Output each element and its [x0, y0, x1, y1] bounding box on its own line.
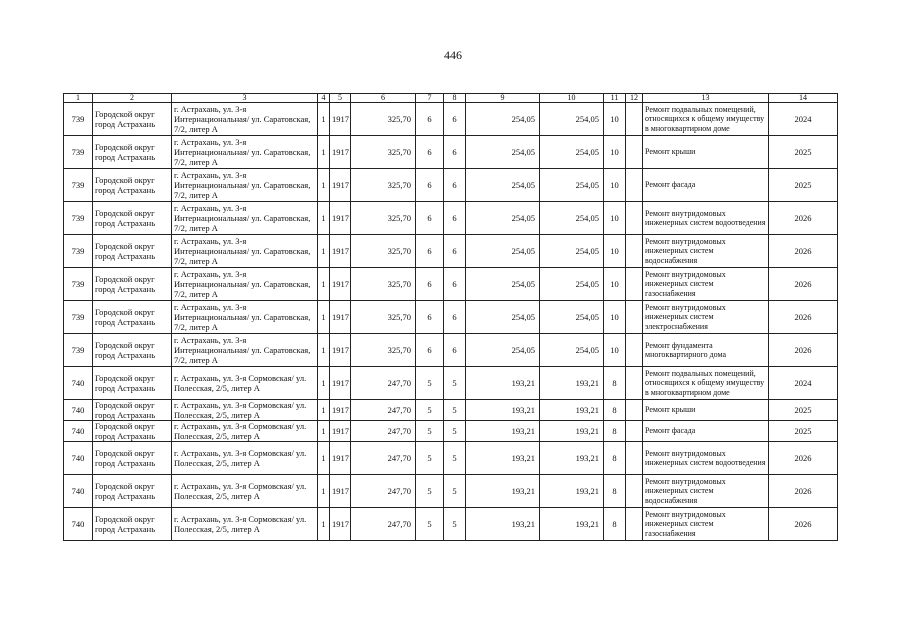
row-number-cell: 739 — [64, 136, 93, 169]
col11-cell: 10 — [604, 202, 626, 235]
year-cell: 1917 — [330, 442, 351, 475]
total-area-cell: 247,70 — [351, 475, 416, 508]
area-b-cell: 193,21 — [540, 400, 604, 421]
total-area-cell: 325,70 — [351, 169, 416, 202]
row-number-cell: 739 — [64, 334, 93, 367]
area-b-cell: 254,05 — [540, 334, 604, 367]
address-cell: г. Астрахань, ул. 3-я Сормовская/ ул. Полесская, 2/5, литер А — [172, 508, 318, 541]
col4-cell: 1 — [318, 442, 330, 475]
table-row — [64, 268, 838, 301]
address-cell: г. Астрахань, ул. 3-я Интернациональная/ ул. Саратовская, 7/2, литер А — [172, 235, 318, 268]
col7-cell: 6 — [416, 169, 444, 202]
address-cell: г. Астрахань, ул. 3-я Интернациональная/ ул. Саратовская, 7/2, литер А — [172, 334, 318, 367]
municipality-cell: Городской округ город Астрахань — [93, 475, 172, 508]
col7-cell: 5 — [416, 508, 444, 541]
table-row — [64, 202, 838, 235]
row-number-cell: 739 — [64, 169, 93, 202]
table-row — [64, 103, 838, 136]
row-number-cell: 739 — [64, 301, 93, 334]
col12-cell — [626, 475, 643, 508]
work-type-cell: Ремонт крыши — [643, 400, 769, 421]
col12-cell — [626, 268, 643, 301]
column-header: 1 — [64, 94, 93, 103]
area-b-cell: 193,21 — [540, 508, 604, 541]
address-cell: г. Астрахань, ул. 3-я Сормовская/ ул. Полесская, 2/5, литер А — [172, 400, 318, 421]
col7-cell: 6 — [416, 334, 444, 367]
col4-cell: 1 — [318, 268, 330, 301]
year-cell: 1917 — [330, 421, 351, 442]
column-header: 3 — [172, 94, 318, 103]
column-header: 2 — [93, 94, 172, 103]
municipality-cell: Городской округ город Астрахань — [93, 235, 172, 268]
municipality-cell: Городской округ город Астрахань — [93, 367, 172, 400]
municipality-cell: Городской округ город Астрахань — [93, 103, 172, 136]
table-row — [64, 421, 838, 442]
table-row — [64, 400, 838, 421]
col8-cell: 6 — [444, 268, 466, 301]
row-number-cell: 739 — [64, 103, 93, 136]
area-a-cell: 193,21 — [466, 442, 540, 475]
plan-year-cell: 2026 — [769, 508, 838, 541]
col8-cell: 5 — [444, 508, 466, 541]
area-a-cell: 254,05 — [466, 136, 540, 169]
municipality-cell: Городской округ город Астрахань — [93, 400, 172, 421]
year-cell: 1917 — [330, 367, 351, 400]
area-a-cell: 193,21 — [466, 367, 540, 400]
col12-cell — [626, 367, 643, 400]
total-area-cell: 325,70 — [351, 103, 416, 136]
total-area-cell: 247,70 — [351, 367, 416, 400]
row-number-cell: 740 — [64, 508, 93, 541]
municipality-cell: Городской округ город Астрахань — [93, 202, 172, 235]
col11-cell: 8 — [604, 400, 626, 421]
total-area-cell: 325,70 — [351, 301, 416, 334]
area-b-cell: 254,05 — [540, 268, 604, 301]
column-header: 5 — [330, 94, 351, 103]
year-cell: 1917 — [330, 334, 351, 367]
address-cell: г. Астрахань, ул. 3-я Сормовская/ ул. Полесская, 2/5, литер А — [172, 475, 318, 508]
col11-cell: 10 — [604, 136, 626, 169]
area-b-cell: 254,05 — [540, 103, 604, 136]
col4-cell: 1 — [318, 508, 330, 541]
year-cell: 1917 — [330, 301, 351, 334]
work-type-cell: Ремонт внутридомовых инженерных систем газоснабжения — [643, 508, 769, 541]
municipality-cell: Городской округ город Астрахань — [93, 136, 172, 169]
municipality-cell: Городской округ город Астрахань — [93, 508, 172, 541]
column-number-row — [64, 94, 838, 103]
year-cell: 1917 — [330, 235, 351, 268]
work-type-cell: Ремонт фасада — [643, 169, 769, 202]
year-cell: 1917 — [330, 103, 351, 136]
area-a-cell: 254,05 — [466, 169, 540, 202]
col8-cell: 6 — [444, 202, 466, 235]
row-number-cell: 740 — [64, 421, 93, 442]
total-area-cell: 247,70 — [351, 421, 416, 442]
col4-cell: 1 — [318, 202, 330, 235]
area-a-cell: 254,05 — [466, 202, 540, 235]
year-cell: 1917 — [330, 400, 351, 421]
column-header: 11 — [604, 94, 626, 103]
total-area-cell: 325,70 — [351, 202, 416, 235]
year-cell: 1917 — [330, 136, 351, 169]
year-cell: 1917 — [330, 508, 351, 541]
col4-cell: 1 — [318, 475, 330, 508]
area-a-cell: 254,05 — [466, 268, 540, 301]
row-number-cell: 739 — [64, 268, 93, 301]
municipality-cell: Городской округ город Астрахань — [93, 421, 172, 442]
area-b-cell: 254,05 — [540, 301, 604, 334]
plan-year-cell: 2026 — [769, 202, 838, 235]
work-type-cell: Ремонт внутридомовых инженерных систем водоснабжения — [643, 235, 769, 268]
col7-cell: 6 — [416, 235, 444, 268]
area-b-cell: 193,21 — [540, 475, 604, 508]
col7-cell: 5 — [416, 442, 444, 475]
col7-cell: 5 — [416, 421, 444, 442]
col11-cell: 8 — [604, 508, 626, 541]
year-cell: 1917 — [330, 169, 351, 202]
municipality-cell: Городской округ город Астрахань — [93, 268, 172, 301]
col12-cell — [626, 202, 643, 235]
table-body — [64, 103, 838, 541]
municipality-cell: Городской округ город Астрахань — [93, 334, 172, 367]
plan-year-cell: 2025 — [769, 136, 838, 169]
table-row — [64, 508, 838, 541]
total-area-cell: 247,70 — [351, 442, 416, 475]
col11-cell: 10 — [604, 235, 626, 268]
col8-cell: 5 — [444, 442, 466, 475]
col4-cell: 1 — [318, 169, 330, 202]
work-type-cell: Ремонт фасада — [643, 421, 769, 442]
col11-cell: 10 — [604, 334, 626, 367]
col7-cell: 6 — [416, 301, 444, 334]
col4-cell: 1 — [318, 334, 330, 367]
capital-repair-table — [63, 93, 838, 541]
col4-cell: 1 — [318, 136, 330, 169]
plan-year-cell: 2024 — [769, 367, 838, 400]
page-number: 446 — [444, 48, 462, 62]
plan-year-cell: 2025 — [769, 421, 838, 442]
year-cell: 1917 — [330, 202, 351, 235]
column-header: 10 — [540, 94, 604, 103]
plan-year-cell: 2024 — [769, 103, 838, 136]
col8-cell: 6 — [444, 301, 466, 334]
area-a-cell: 193,21 — [466, 475, 540, 508]
work-type-cell: Ремонт внутридомовых инженерных систем водоотведения — [643, 442, 769, 475]
col7-cell: 6 — [416, 103, 444, 136]
area-a-cell: 254,05 — [466, 235, 540, 268]
column-header: 7 — [416, 94, 444, 103]
column-header: 6 — [351, 94, 416, 103]
column-header: 4 — [318, 94, 330, 103]
col7-cell: 6 — [416, 268, 444, 301]
plan-year-cell: 2025 — [769, 169, 838, 202]
plan-year-cell: 2026 — [769, 442, 838, 475]
address-cell: г. Астрахань, ул. 3-я Интернациональная/ ул. Саратовская, 7/2, литер А — [172, 103, 318, 136]
col11-cell: 8 — [604, 367, 626, 400]
col12-cell — [626, 421, 643, 442]
area-b-cell: 254,05 — [540, 235, 604, 268]
col8-cell: 6 — [444, 334, 466, 367]
total-area-cell: 247,70 — [351, 508, 416, 541]
column-header: 9 — [466, 94, 540, 103]
work-type-cell: Ремонт крыши — [643, 136, 769, 169]
col8-cell: 6 — [444, 169, 466, 202]
area-a-cell: 193,21 — [466, 421, 540, 442]
col4-cell: 1 — [318, 301, 330, 334]
area-a-cell: 254,05 — [466, 103, 540, 136]
area-a-cell: 254,05 — [466, 301, 540, 334]
col8-cell: 6 — [444, 136, 466, 169]
area-b-cell: 254,05 — [540, 169, 604, 202]
row-number-cell: 740 — [64, 367, 93, 400]
year-cell: 1917 — [330, 268, 351, 301]
row-number-cell: 739 — [64, 202, 93, 235]
work-type-cell: Ремонт фундамента многоквартирного дома — [643, 334, 769, 367]
col8-cell: 5 — [444, 475, 466, 508]
area-b-cell: 193,21 — [540, 442, 604, 475]
col12-cell — [626, 508, 643, 541]
table-row — [64, 367, 838, 400]
address-cell: г. Астрахань, ул. 3-я Интернациональная/ ул. Саратовская, 7/2, литер А — [172, 301, 318, 334]
total-area-cell: 325,70 — [351, 136, 416, 169]
year-cell: 1917 — [330, 475, 351, 508]
column-header: 13 — [643, 94, 769, 103]
column-header: 12 — [626, 94, 643, 103]
work-type-cell: Ремонт внутридомовых инженерных систем электроснабжения — [643, 301, 769, 334]
col12-cell — [626, 442, 643, 475]
table-row — [64, 475, 838, 508]
row-number-cell: 740 — [64, 475, 93, 508]
plan-year-cell: 2026 — [769, 268, 838, 301]
col8-cell: 6 — [444, 103, 466, 136]
plan-year-cell: 2026 — [769, 334, 838, 367]
col11-cell: 10 — [604, 301, 626, 334]
col4-cell: 1 — [318, 235, 330, 268]
total-area-cell: 325,70 — [351, 235, 416, 268]
col12-cell — [626, 400, 643, 421]
col7-cell: 6 — [416, 136, 444, 169]
work-type-cell: Ремонт подвальных помещений, относящихся к общему имуществу в многоквартирном доме — [643, 103, 769, 136]
plan-year-cell: 2026 — [769, 301, 838, 334]
municipality-cell: Городской округ город Астрахань — [93, 301, 172, 334]
plan-year-cell: 2025 — [769, 400, 838, 421]
municipality-cell: Городской округ город Астрахань — [93, 169, 172, 202]
col12-cell — [626, 235, 643, 268]
col11-cell: 8 — [604, 442, 626, 475]
col11-cell: 10 — [604, 103, 626, 136]
address-cell: г. Астрахань, ул. 3-я Сормовская/ ул. Полесская, 2/5, литер А — [172, 367, 318, 400]
col12-cell — [626, 103, 643, 136]
column-header: 14 — [769, 94, 838, 103]
col11-cell: 8 — [604, 475, 626, 508]
address-cell: г. Астрахань, ул. 3-я Сормовская/ ул. Полесская, 2/5, литер А — [172, 442, 318, 475]
row-number-cell: 740 — [64, 400, 93, 421]
col4-cell: 1 — [318, 400, 330, 421]
table-row — [64, 442, 838, 475]
work-type-cell: Ремонт подвальных помещений, относящихся к общему имуществу в многоквартирном доме — [643, 367, 769, 400]
table-row — [64, 169, 838, 202]
area-a-cell: 254,05 — [466, 334, 540, 367]
table-row — [64, 334, 838, 367]
work-type-cell: Ремонт внутридомовых инженерных систем водоснабжения — [643, 475, 769, 508]
plan-year-cell: 2026 — [769, 475, 838, 508]
table-row — [64, 301, 838, 334]
col11-cell: 8 — [604, 421, 626, 442]
col12-cell — [626, 301, 643, 334]
col7-cell: 5 — [416, 367, 444, 400]
col11-cell: 10 — [604, 268, 626, 301]
col8-cell: 5 — [444, 367, 466, 400]
address-cell: г. Астрахань, ул. 3-я Интернациональная/ ул. Саратовская, 7/2, литер А — [172, 136, 318, 169]
col8-cell: 5 — [444, 421, 466, 442]
col7-cell: 6 — [416, 202, 444, 235]
row-number-cell: 739 — [64, 235, 93, 268]
table-row — [64, 136, 838, 169]
col7-cell: 5 — [416, 475, 444, 508]
area-b-cell: 254,05 — [540, 136, 604, 169]
table-row — [64, 235, 838, 268]
col8-cell: 6 — [444, 235, 466, 268]
col4-cell: 1 — [318, 367, 330, 400]
col12-cell — [626, 169, 643, 202]
col4-cell: 1 — [318, 103, 330, 136]
work-type-cell: Ремонт внутридомовых инженерных систем водоотведения — [643, 202, 769, 235]
column-header: 8 — [444, 94, 466, 103]
address-cell: г. Астрахань, ул. 3-я Интернациональная/ ул. Саратовская, 7/2, литер А — [172, 202, 318, 235]
col8-cell: 5 — [444, 400, 466, 421]
work-type-cell: Ремонт внутридомовых инженерных систем газоснабжения — [643, 268, 769, 301]
total-area-cell: 247,70 — [351, 400, 416, 421]
row-number-cell: 740 — [64, 442, 93, 475]
address-cell: г. Астрахань, ул. 3-я Интернациональная/ ул. Саратовская, 7/2, литер А — [172, 268, 318, 301]
municipality-cell: Городской округ город Астрахань — [93, 442, 172, 475]
col4-cell: 1 — [318, 421, 330, 442]
col11-cell: 10 — [604, 169, 626, 202]
col12-cell — [626, 334, 643, 367]
area-b-cell: 193,21 — [540, 421, 604, 442]
area-b-cell: 193,21 — [540, 367, 604, 400]
col7-cell: 5 — [416, 400, 444, 421]
total-area-cell: 325,70 — [351, 268, 416, 301]
col12-cell — [626, 136, 643, 169]
area-b-cell: 254,05 — [540, 202, 604, 235]
address-cell: г. Астрахань, ул. 3-я Сормовская/ ул. Полесская, 2/5, литер А — [172, 421, 318, 442]
plan-year-cell: 2026 — [769, 235, 838, 268]
total-area-cell: 325,70 — [351, 334, 416, 367]
area-a-cell: 193,21 — [466, 400, 540, 421]
address-cell: г. Астрахань, ул. 3-я Интернациональная/ ул. Саратовская, 7/2, литер А — [172, 169, 318, 202]
area-a-cell: 193,21 — [466, 508, 540, 541]
